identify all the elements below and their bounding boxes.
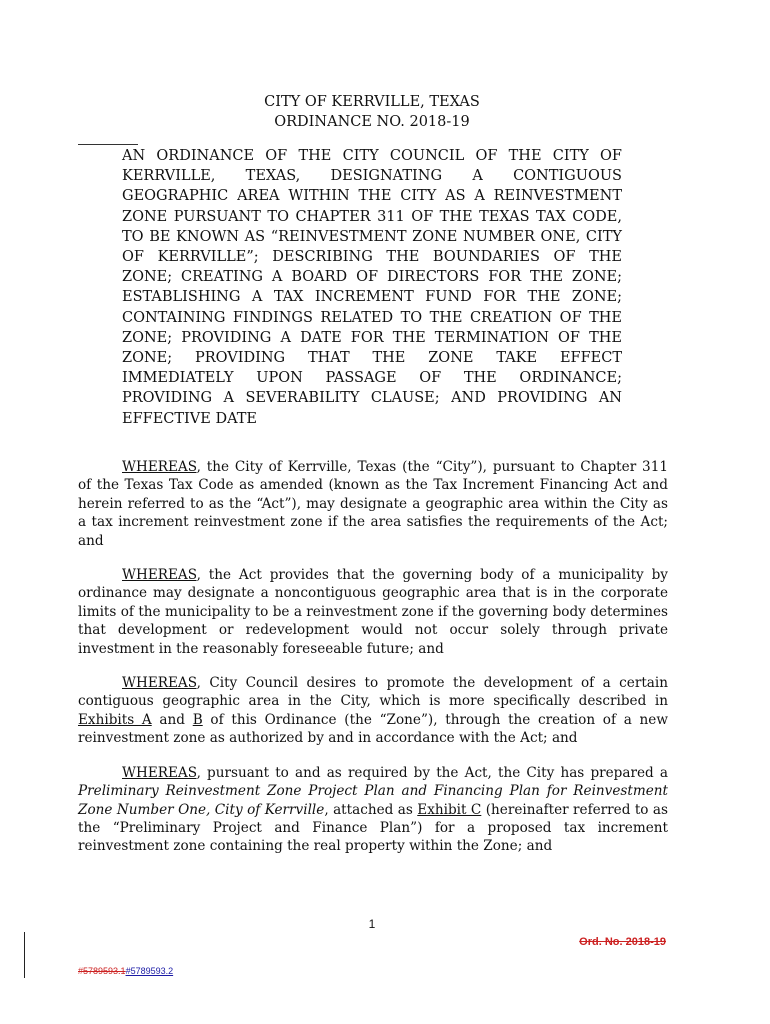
whereas-label: WHEREAS <box>122 675 197 692</box>
recital-text: , attached as <box>324 801 418 818</box>
recital-text: , pursuant to and as required by the Act, the City has prepared a <box>196 764 668 781</box>
recital-text: of this Ordinance (the “Zone”), through the creation of a new reinvestment zone as authorized by and in accordance with the Act; and <box>78 711 668 747</box>
recital-paragraph-3 <box>78 674 668 748</box>
exhibits-a-reference: Exhibits A <box>78 711 152 728</box>
whereas-label: WHEREAS <box>122 459 197 475</box>
ordinance-number-heading: ORDINANCE NO. 2018-19 <box>274 114 470 130</box>
recital-text: , the Act provides that the governing body of a municipality by ordinance may designate a noncontiguous geographic area that is in the corporate limits of the municipality to be a reinvestment zone if the governing body determines that development or redevelopment would not occur solely through private investment in the reasonably foreseeable future; and <box>78 567 668 657</box>
whereas-label: WHEREAS <box>122 764 197 781</box>
document-id-inserted: #5789593.2 <box>125 966 174 976</box>
exhibit-b-reference: B <box>192 711 203 728</box>
footer-document-id <box>78 966 173 976</box>
signature-blank-line <box>78 144 138 145</box>
recital-text: (hereinafter referred to as the “Preliminary Project and Finance Plan”) for a proposed tax increment reinvestment zone containing the real property within the Zone; and <box>78 801 668 855</box>
recital-text: , City Council desires to promote the development of a certain contiguous geographic area in the City, which is more specifically described in <box>78 675 668 710</box>
plan-title: Preliminary Reinvestment Zone Project Plan and Financing Plan for Reinvestment Zone Number One, City of Kerrville <box>78 783 668 818</box>
page-number: 1 <box>368 917 376 931</box>
recital-paragraph-1 <box>78 458 668 550</box>
ordinance-caption: AN ORDINANCE OF THE CITY COUNCIL OF THE CITY OF KERRVILLE, TEXAS, DESIGNATING A CONTIGUOUS GEOGRAPHIC AREA WITHIN THE CITY AS A REINVESTMENT ZONE PURSUANT TO CHAPTER 311 OF THE TEXAS TAX CODE, TO BE KNOWN AS “REINVESTMENT ZONE NUMBER ONE, CITY OF KERRVILLE”; DESCRIBING THE BOUNDARIES OF THE ZONE; CREATING A BOARD OF DIRECTORS FOR THE ZONE; ESTABLISHING A TAX INCREMENT FUND FOR THE ZONE; CONTAINING FINDINGS RELATED TO THE CREATION OF THE ZONE; PROVIDING A DATE FOR THE TERMINATION OF THE ZONE; PROVIDING THAT THE ZONE TAKE EFFECT IMMEDIATELY UPON PASSAGE OF THE ORDINANCE; PROVIDING A SEVERABILITY CLAUSE; AND PROVIDING AN EFFECTIVE DATE <box>122 148 622 427</box>
document-header <box>0 92 744 132</box>
footer-ordinance-number-deleted: Ord. No. 2018-19 <box>579 936 666 948</box>
recital-text: and <box>151 711 193 728</box>
recital-paragraph-4 <box>78 764 668 856</box>
whereas-label: WHEREAS <box>122 567 197 584</box>
exhibit-c-reference: Exhibit C <box>417 801 482 818</box>
recital-paragraph-2 <box>78 566 668 658</box>
recital-text: , the City of Kerrville, Texas (the “City”), pursuant to Chapter 311 of the Texas Tax Code as amended (known as the Tax Increment Financing Act and herein referred to as the “Act”), may designate a geographic area within the City as a tax increment reinvestment zone if the area satisfies the requirements of the Act; and <box>78 459 668 549</box>
recitals <box>78 458 668 872</box>
revision-change-bar <box>24 932 25 978</box>
city-heading: CITY OF KERRVILLE, TEXAS <box>264 94 480 110</box>
document-id-deleted: #5789593.1 <box>78 966 126 976</box>
